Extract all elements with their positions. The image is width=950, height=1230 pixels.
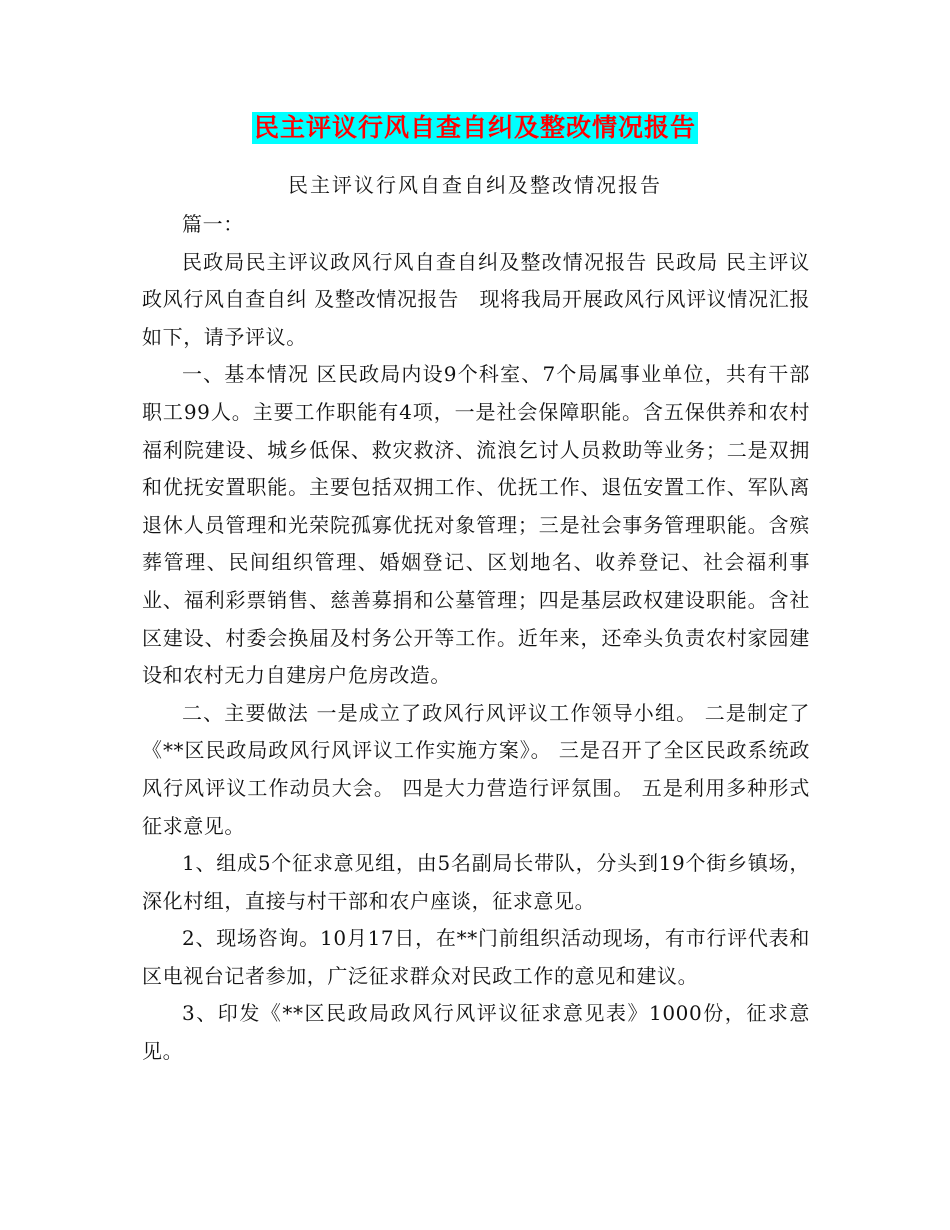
document-body bbox=[142, 206, 810, 1071]
title-container bbox=[0, 112, 950, 144]
paragraph-intro: 民政局民主评议政风行风自查自纠及整改情况报告 民政局 民主评议政风行风自查自纠 及整改情况报告 现将我局开展政风行风评议情况汇报如下，请予评议。 bbox=[142, 249, 810, 349]
paragraph-main-practices: 二、主要做法 一是成立了政风行风评议工作领导小组。 二是制定了《**区民政局政风行风评议工作实施方案》。 三是召开了全区民政系统政风行风评议工作动员大会。 四是大力营造行评氛围。 五是利用多种形式征求意见。 bbox=[142, 700, 810, 838]
document-subtitle: 民主评议行风自查自纠及整改情况报告 bbox=[288, 173, 662, 197]
paragraph-item-3: 3、印发《**区民政局政风行风评议征求意见表》1000份，征求意见。 bbox=[142, 1001, 810, 1064]
paragraph-section-label: 篇一： bbox=[182, 212, 244, 236]
document-title: 民主评议行风自查自纠及整改情况报告 bbox=[253, 113, 696, 142]
paragraph-item-2: 2、现场咨询。10月17日，在**门前组织活动现场，有市行评代表和区电视台记者参加，广泛征求群众对民政工作的意见和建议。 bbox=[142, 926, 810, 988]
paragraph-basic-situation: 一、基本情况 区民政局内设9个科室、7个局属事业单位，共有干部职工99人。主要工作职能有4项，一是社会保障职能。含五保供养和农村福利院建设、城乡低保、救灾救济、流浪乞讨人员救助等业务；二是双拥和优抚安置职能。主要包括双拥工作、优抚工作、退伍安置工作、军队离退休人员管理和光荣院孤寡优抚对象管理；三是社会事务管理职能。含殡葬管理、民间组织管理、婚姻登记、区划地名、收养登记、社会福利事业、福利彩票销售、慈善募捐和公墓管理；四是基层政权建设职能。含社区建设、村委会换届及村务公开等工作。近年来，还牵头负责农村家园建设和农村无力自建房户危房改造。 bbox=[142, 362, 810, 688]
paragraph-item-1: 1、组成5个征求意见组，由5名副局长带队，分头到19个街乡镇场，深化村组，直接与村干部和农户座谈，征求意见。 bbox=[142, 851, 810, 913]
